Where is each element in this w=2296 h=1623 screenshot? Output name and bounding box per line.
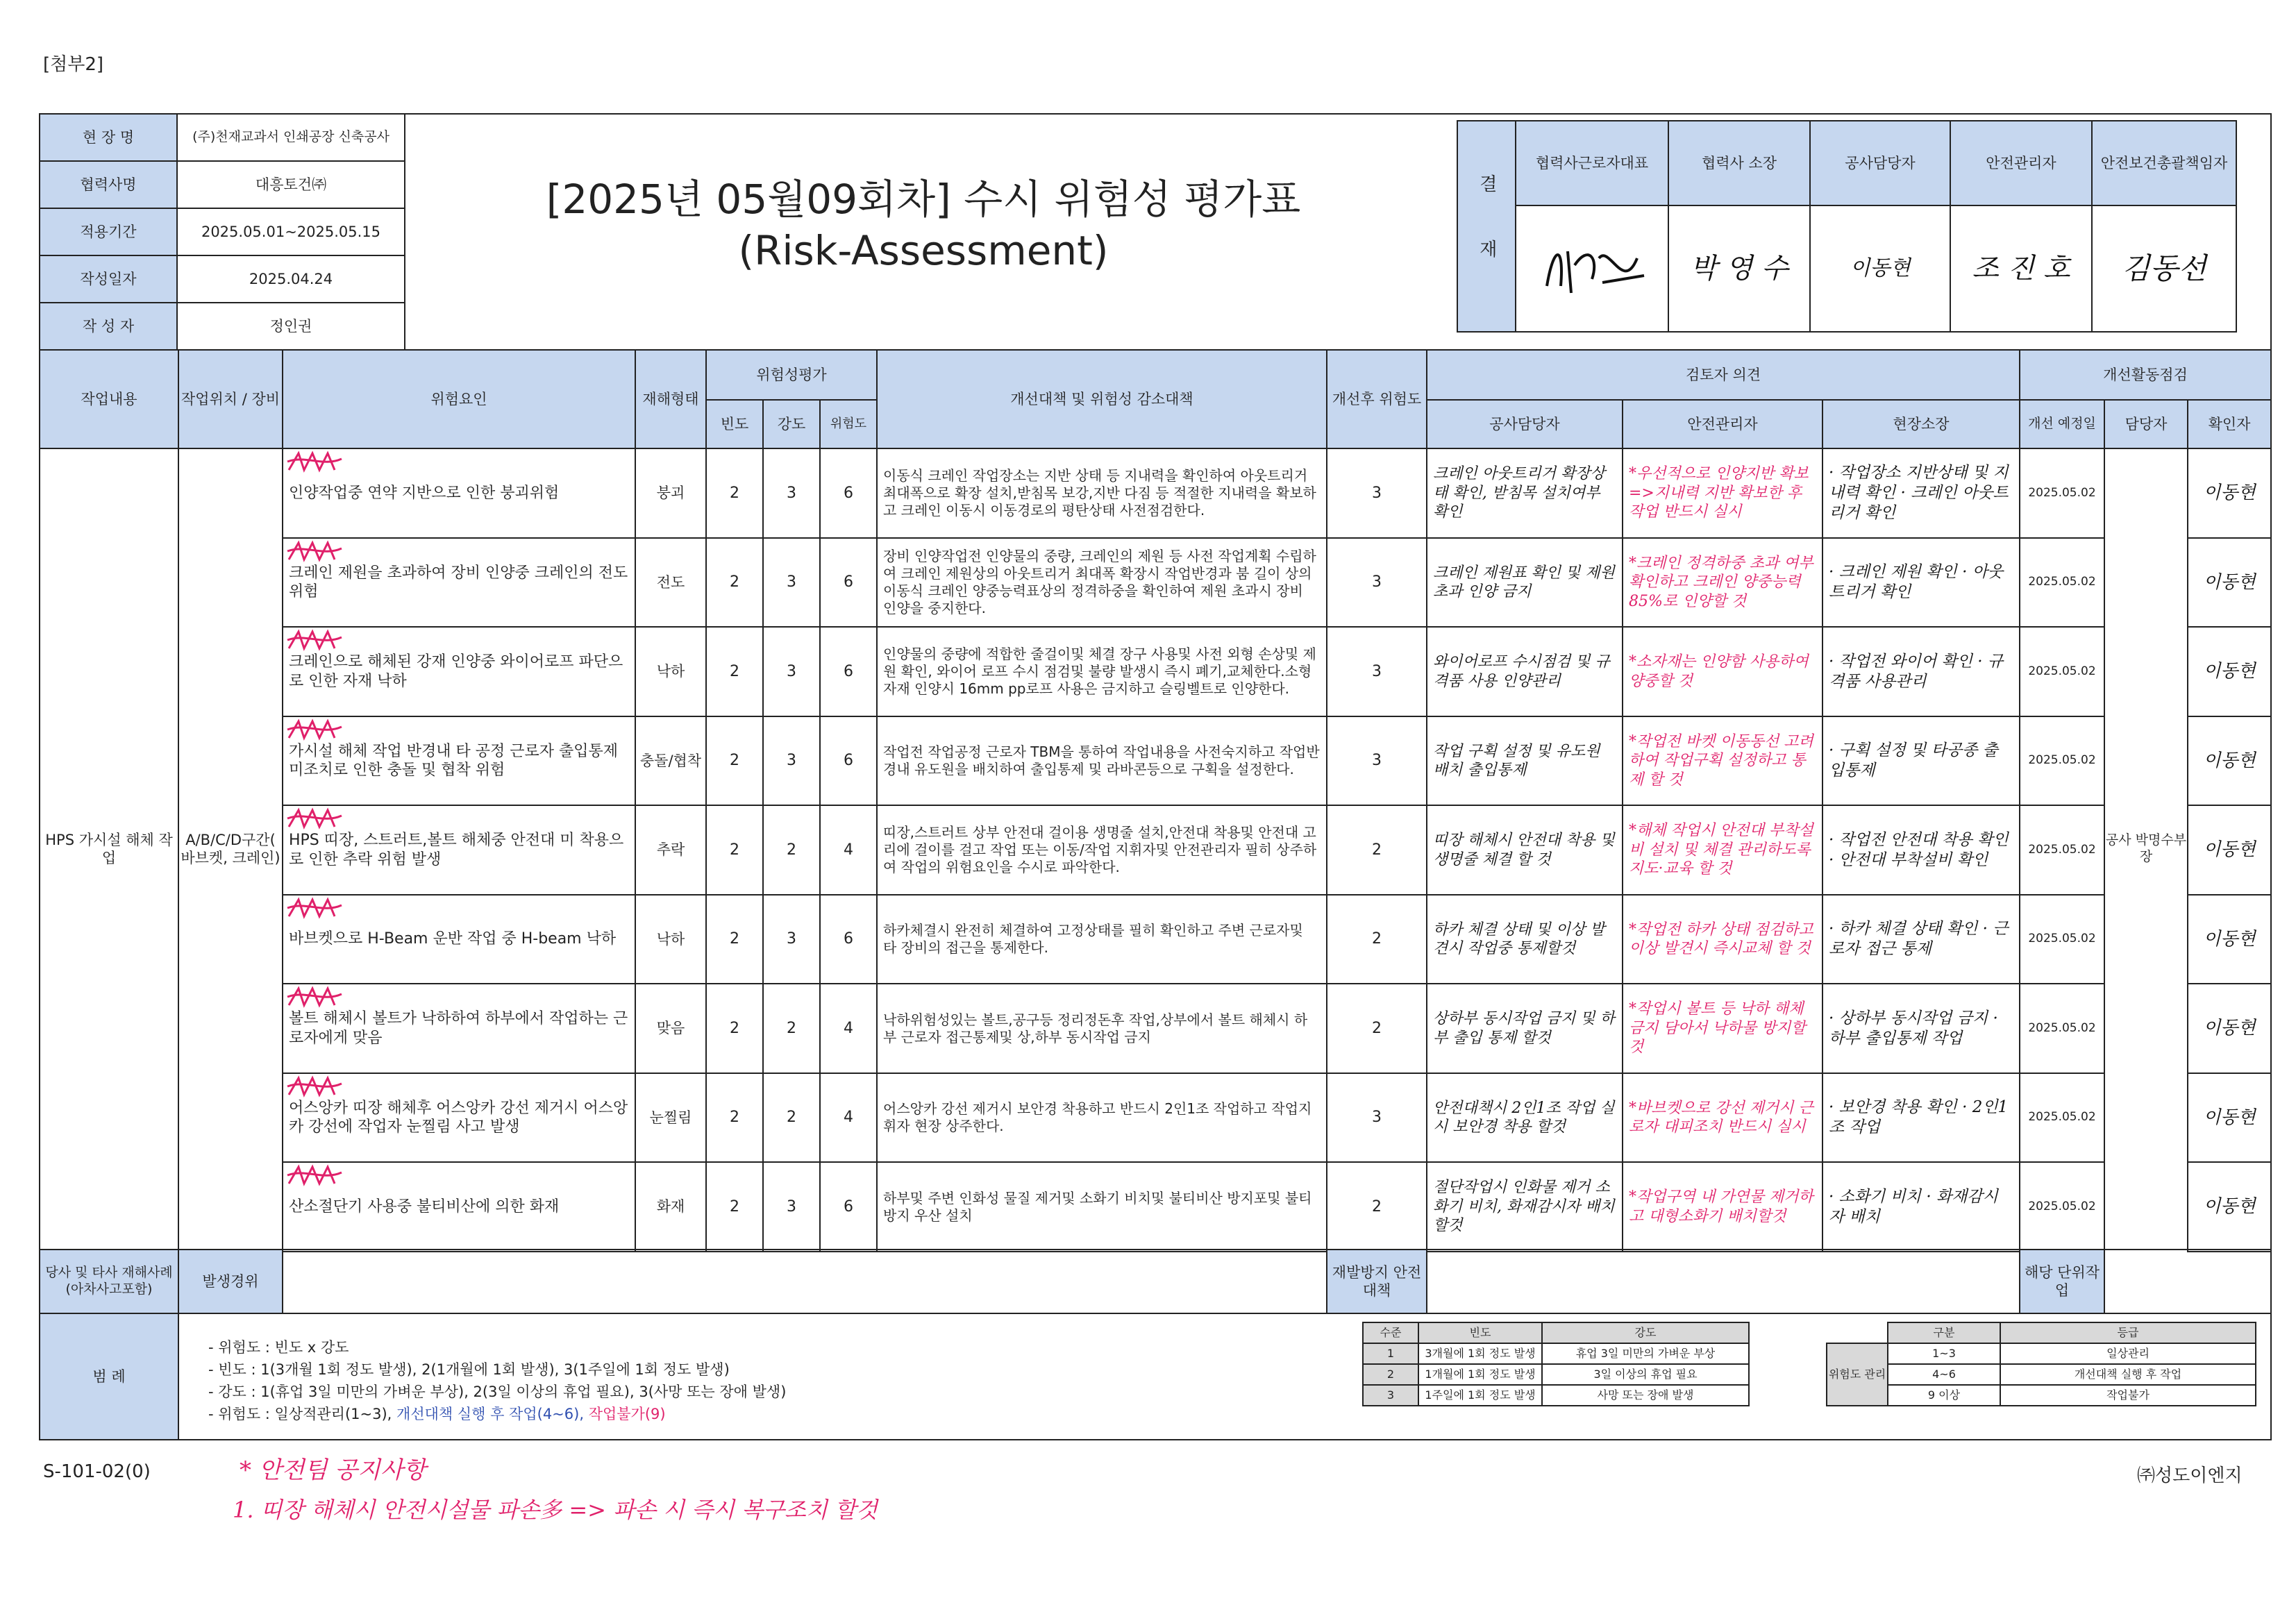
document-title	[403, 174, 1444, 276]
review-site-manager: 작업 구획 설정 및 유도원 배치 출입통제	[1426, 716, 1623, 806]
review-field-chief: · 작업전 안전대 착용 확인 · 안전대 부착설비 확인	[1822, 805, 2020, 895]
legend-risk-side-label: 위험도 관리	[1826, 1343, 1888, 1406]
legend-line-4-blue: 개선대책 실행 후 작업(4~6),	[396, 1406, 589, 1422]
planned-date: 2025.05.02	[2019, 537, 2105, 628]
review-site-manager: 와이어로프 수시점검 및 규격품 사용 인양관리	[1426, 626, 1623, 717]
header-sev: 강도	[762, 399, 821, 449]
confirmer: 이동현	[2187, 716, 2272, 806]
header-after: 개선후 위험도	[1326, 349, 1427, 449]
check-scribble-icon	[285, 1163, 344, 1191]
check-scribble-icon	[285, 984, 344, 1012]
header-review: 검토자 의견	[1426, 349, 2020, 401]
planned-date: 2025.05.02	[2019, 448, 2105, 539]
signature-2: 박 영 수	[1668, 205, 1811, 333]
frequency: 2	[705, 1073, 764, 1163]
signature-5: 김동선	[2091, 205, 2237, 333]
approval-role-4: 안전관리자	[1950, 120, 2093, 206]
approval-role-5: 안전보건총괄책임자	[2091, 120, 2237, 206]
accident-unit-value	[2104, 1249, 2272, 1314]
countermeasure: 낙하위험성있는 볼트,공구등 정리정돈후 작업,상부에서 볼트 해체시 하부 근로자 접근통제및 상,하부 동시작업 금지	[876, 983, 1327, 1074]
form-code: S-101-02(0)	[43, 1461, 151, 1482]
frequency: 2	[705, 537, 764, 628]
review-site-manager: 크레인 아웃트리거 확장상태 확인, 받침목 설치여부 확인	[1426, 448, 1623, 539]
risk-factor: 볼트 해체시 볼트가 낙하하여 하부에서 작업하는 근로자에게 맞음	[282, 983, 636, 1074]
risk-factor: HPS 띠장, 스트러트,볼트 해체중 안전대 미 착용으로 인한 추락 위험 발생	[282, 805, 636, 895]
approval-label: 결 재	[1457, 120, 1516, 333]
legend-freq-cell: 3일 이상의 휴업 필요	[1541, 1363, 1750, 1386]
risk-after: 2	[1326, 805, 1427, 895]
check-scribble-icon	[285, 539, 344, 566]
risk-after: 3	[1326, 716, 1427, 806]
partner-value: 대흥토건㈜	[176, 160, 405, 209]
signature-1	[1515, 205, 1669, 333]
legend-freq-cell: 1개월에 1회 정도 발생	[1418, 1363, 1543, 1386]
risk-after: 2	[1326, 983, 1427, 1074]
legend-freq-cell: 3개월에 1회 정도 발생	[1418, 1343, 1543, 1365]
accident-type: 눈찔림	[635, 1073, 707, 1163]
site-value: (주)천재교과서 인쇄공장 신축공사	[176, 113, 405, 162]
legend-freq-cell: 사망 또는 장애 발생	[1541, 1384, 1750, 1406]
check-scribble-icon	[285, 449, 344, 477]
risk-after: 3	[1326, 626, 1427, 717]
planned-date: 2025.05.02	[2019, 894, 2105, 984]
accident-prevent-label: 재발방지 안전대책	[1326, 1249, 1427, 1314]
header-work: 작업내용	[39, 349, 179, 449]
review-site-manager: 띠장 해체시 안전대 착용 및 생명줄 체결 할 것	[1426, 805, 1623, 895]
date-label: 작성일자	[39, 255, 178, 303]
legend-freq-cell: 2	[1362, 1363, 1419, 1386]
confirmer: 이동현	[2187, 894, 2272, 984]
header-measure: 개선대책 및 위험성 감소대책	[876, 349, 1327, 449]
countermeasure: 작업전 작업공정 근로자 TBM을 통하여 작업내용을 사전숙지하고 작업반경내 유도원을 배치하여 출입통제 및 라바콘등으로 구획을 설정한다.	[876, 716, 1327, 806]
severity: 3	[762, 626, 821, 717]
risk-factor: 크레인으로 해체된 강재 인양중 와이어로프 파단으로 인한 자재 낙하	[282, 626, 636, 717]
legend-freq-header: 수준	[1362, 1322, 1419, 1344]
frequency: 2	[705, 805, 764, 895]
approval-role-1: 협력사근로자대표	[1515, 120, 1669, 206]
legend-risk-cell: 일상관리	[2000, 1343, 2256, 1365]
countermeasure: 이동식 크레인 작업장소는 지반 상태 등 지내력을 확인하여 아웃트리거 최대폭으로 확장 설치,받침목 보강,지반 다짐 등 적절한 지내력을 확보하고 크레인 이동시 이동경로의 평탄상태 사전점검한다.	[876, 448, 1327, 539]
planned-date: 2025.05.02	[2019, 1073, 2105, 1163]
review-safety-manager: *작업구역 내 가연물 제거하고 대형소화기 배치할것	[1622, 1161, 1823, 1252]
legend-risk-cell: 9 이상	[1887, 1384, 2001, 1406]
legend-freq-cell: 3	[1362, 1384, 1419, 1406]
approval-role-2: 협력사 소장	[1668, 120, 1811, 206]
countermeasure: 띠장,스트러트 상부 안전대 걸이용 생명줄 설치,안전대 착용및 안전대 고리에 걸이를 걸고 작업 또는 이동/작업 지휘자및 안전관리자 필히 상주하여 작업의 위험요인을 수시로 파악한다.	[876, 805, 1327, 895]
review-site-manager: 상하부 동시작업 금지 및 하부 출입 통제 할것	[1426, 983, 1623, 1074]
frequency: 2	[705, 716, 764, 806]
title-line-2: (Risk-Assessment)	[738, 227, 1109, 275]
risk-after: 2	[1326, 1161, 1427, 1252]
header-eval: 위험성평가	[705, 349, 878, 401]
review-field-chief: · 구획 설정 및 타공종 출입통제	[1822, 716, 2020, 806]
author-label: 작 성 자	[39, 302, 178, 351]
header-freq: 빈도	[705, 399, 764, 449]
header-owner: 담당자	[2104, 399, 2188, 449]
review-field-chief: · 작업전 와이어 확인 · 규격품 사용관리	[1822, 626, 2020, 717]
header-risk: 위험요인	[282, 349, 636, 449]
accident-type: 충돌/협착	[635, 716, 707, 806]
review-field-chief: · 하카 체결 상태 확인 · 근로자 접근 통제	[1822, 894, 2020, 984]
risk-factor: 가시설 해체 작업 반경내 타 공정 근로자 출입통제 미조치로 인한 충돌 및 협착 위험	[282, 716, 636, 806]
frequency: 2	[705, 626, 764, 717]
header-location: 작업위치 / 장비	[178, 349, 283, 449]
legend-label: 범 례	[39, 1313, 179, 1440]
header-check: 개선활동점검	[2019, 349, 2272, 401]
review-site-manager: 크레인 제원표 확인 및 제원 초과 인양 금지	[1426, 537, 1623, 628]
header-level: 위험도	[819, 399, 878, 449]
confirmer: 이동현	[2187, 983, 2272, 1074]
legend-line-2: - 빈도 : 1(3개월 1회 정도 발생), 2(1개월에 1회 발생), 3(1주일에 1회 정도 발생)	[208, 1361, 730, 1378]
approval-role-3: 공사담당자	[1809, 120, 1951, 206]
frequency: 2	[705, 448, 764, 539]
check-scribble-icon	[285, 1074, 344, 1102]
legend-line-1: - 위험도 : 빈도 x 강도	[208, 1339, 349, 1356]
review-safety-manager: *바브켓으로 강선 제거시 근로자 대피조치 반드시 실시	[1622, 1073, 1823, 1163]
severity: 2	[762, 983, 821, 1074]
countermeasure: 하카체결시 완전히 체결하여 고정상태를 필히 확인하고 주변 근로자및 타 장비의 접근을 통제한다.	[876, 894, 1327, 984]
accident-type: 붕괴	[635, 448, 707, 539]
header-planned: 개선 예정일	[2019, 399, 2105, 449]
legend-risk-header: 구분	[1887, 1322, 2001, 1344]
safety-note-title: * 안전팀 공지사항	[240, 1456, 426, 1484]
legend-freq-cell: 휴업 3일 미만의 가벼운 부상	[1541, 1343, 1750, 1365]
check-scribble-icon	[285, 895, 344, 923]
confirmer: 이동현	[2187, 626, 2272, 717]
signature-4: 조 진 호	[1950, 205, 2093, 333]
review-safety-manager: *소자재는 인양함 사용하여 양중할 것	[1622, 626, 1823, 717]
risk-after: 2	[1326, 894, 1427, 984]
header-reviewer-1: 공사담당자	[1426, 399, 1623, 449]
risk-level: 4	[819, 805, 878, 895]
review-field-chief: · 상하부 동시작업 금지 · 하부 출입통제 작업	[1822, 983, 2020, 1074]
accident-prevent-value	[1426, 1249, 2020, 1314]
risk-level: 6	[819, 716, 878, 806]
review-safety-manager: *작업전 하카 상태 점검하고 이상 발견시 즉시교체 할 것	[1622, 894, 1823, 984]
review-site-manager: 절단작업시 인화물 제거 소화기 비치, 화재감시자 배치 할것	[1426, 1161, 1623, 1252]
owner-value: 공사 박명수부장	[2104, 448, 2188, 1250]
countermeasure: 장비 인양작업전 인양물의 중량, 크레인의 제원 등 사전 작업계획 수립하여 크레인 제원상의 아웃트리거 최대폭 확장시 작업반경과 붐 길이 상의 이동식 크레인 양중능력표상의 정격하중을 확인하여 제원 초과시 장비 인양을 중지한다.	[876, 537, 1327, 628]
partner-label: 협력사명	[39, 160, 178, 209]
review-safety-manager: *우선적으로 인양지반 확보 =>지내력 지반 확보한 후 작업 반드시 실시	[1622, 448, 1823, 539]
legend-freq-cell: 1	[1362, 1343, 1419, 1365]
attachment-label: [첨부2]	[43, 54, 104, 75]
title-line-1: [2025년 05월09회차] 수시 위험성 평가표	[546, 176, 1301, 223]
legend-risk-cell: 1~3	[1887, 1343, 2001, 1365]
accident-type: 맞음	[635, 983, 707, 1074]
check-scribble-icon	[285, 628, 344, 655]
severity: 3	[762, 448, 821, 539]
work-content: HPS 가시설 해체 작업	[39, 448, 179, 1250]
risk-level: 4	[819, 983, 878, 1074]
risk-level: 6	[819, 626, 878, 717]
frequency: 2	[705, 1161, 764, 1252]
risk-level: 4	[819, 1073, 878, 1163]
risk-factor: 인양작업중 연약 지반으로 인한 붕괴위험	[282, 448, 636, 539]
legend-risk-cell: 작업불가	[2000, 1384, 2256, 1406]
planned-date: 2025.05.02	[2019, 805, 2105, 895]
risk-factor: 산소절단기 사용중 불티비산에 의한 화재	[282, 1161, 636, 1252]
severity: 2	[762, 1073, 821, 1163]
legend-line-4-red: 작업불가(9)	[588, 1406, 666, 1422]
signature-3: 이동현	[1809, 205, 1951, 333]
legend-line-4	[208, 1403, 666, 1424]
date-value: 2025.04.24	[176, 255, 405, 303]
legend-risk-cell: 4~6	[1887, 1363, 2001, 1386]
accident-type: 낙하	[635, 626, 707, 717]
risk-after: 3	[1326, 448, 1427, 539]
period-label: 적용기간	[39, 208, 178, 256]
planned-date: 2025.05.02	[2019, 716, 2105, 806]
planned-date: 2025.05.02	[2019, 983, 2105, 1074]
review-field-chief: · 크레인 제원 확인 · 아웃트리거 확인	[1822, 537, 2020, 628]
header-confirm: 확인자	[2187, 399, 2272, 449]
accident-unit-label: 해당 단위작업	[2019, 1249, 2105, 1314]
review-safety-manager: *작업시 볼트 등 낙하 해체금지 담아서 낙하물 방지할것	[1622, 983, 1823, 1074]
accident-history-value	[282, 1249, 1327, 1314]
risk-level: 6	[819, 894, 878, 984]
review-field-chief: · 소화기 비치 · 화재감시자 배치	[1822, 1161, 2020, 1252]
header-reviewer-3: 현장소장	[1822, 399, 2020, 449]
countermeasure: 하부및 주변 인화성 물질 제거및 소화기 비치및 불티비산 방지포및 불티 방지 우산 설치	[876, 1161, 1327, 1252]
review-field-chief: · 보안경 착용 확인 · 2인1조 작업	[1822, 1073, 2020, 1163]
review-site-manager: 안전대책시 2인1조 작업 실시 보안경 착용 할것	[1426, 1073, 1623, 1163]
confirmer: 이동현	[2187, 1073, 2272, 1163]
severity: 2	[762, 805, 821, 895]
accident-history-label: 발생경위	[178, 1249, 283, 1314]
accident-type: 추락	[635, 805, 707, 895]
planned-date: 2025.05.02	[2019, 626, 2105, 717]
frequency: 2	[705, 894, 764, 984]
legend-risk-cell: 개선대책 실행 후 작업	[2000, 1363, 2256, 1386]
review-field-chief: · 작업장소 지반상태 및 지내력 확인 · 크레인 아웃트리거 확인	[1822, 448, 2020, 539]
planned-date: 2025.05.02	[2019, 1161, 2105, 1252]
accident-type: 낙하	[635, 894, 707, 984]
severity: 3	[762, 537, 821, 628]
risk-level: 6	[819, 448, 878, 539]
legend-risk-header: 등급	[2000, 1322, 2256, 1344]
review-safety-manager: *크레인 정격하중 초과 여부 확인하고 크레인 양중능력 85%로 인양할 것	[1622, 537, 1823, 628]
risk-level: 6	[819, 537, 878, 628]
risk-factor: 바브켓으로 H-Beam 운반 작업 중 H-beam 낙하	[282, 894, 636, 984]
safety-note-text: 1. 띠장 해체시 안전시설물 파손多 => 파손 시 즉시 복구조치 할것	[233, 1497, 878, 1523]
frequency: 2	[705, 983, 764, 1074]
confirmer: 이동현	[2187, 537, 2272, 628]
legend-line-3: - 강도 : 1(휴업 3일 미만의 가벼운 부상), 2(3일 이상의 휴업 필요), 3(사망 또는 장애 발생)	[208, 1384, 787, 1400]
confirmer: 이동현	[2187, 448, 2272, 539]
company-name: ㈜성도이엔지	[2137, 1465, 2243, 1486]
review-site-manager: 하카 체결 상태 및 이상 발견시 작업중 통제할것	[1426, 894, 1623, 984]
severity: 3	[762, 1161, 821, 1252]
check-scribble-icon	[285, 806, 344, 834]
review-safety-manager: *해체 작업시 안전대 부착설비 설치 및 체결 관리하도록 지도·교육 할 것	[1622, 805, 1823, 895]
author-value: 정인권	[176, 302, 405, 351]
accident-label: 당사 및 타사 재해사례 (아차사고포함)	[39, 1249, 179, 1314]
severity: 3	[762, 894, 821, 984]
header-reviewer-2: 안전관리자	[1622, 399, 1823, 449]
legend-freq-cell: 1주일에 1회 정도 발생	[1418, 1384, 1543, 1406]
confirmer: 이동현	[2187, 805, 2272, 895]
accident-type: 화재	[635, 1161, 707, 1252]
risk-factor: 크레인 제원을 초과하여 장비 인양중 크레인의 전도위험	[282, 537, 636, 628]
work-location: A/B/C/D구간( 바브켓, 크레인)	[178, 448, 283, 1250]
period-value: 2025.05.01~2025.05.15	[176, 208, 405, 256]
risk-level: 6	[819, 1161, 878, 1252]
severity: 3	[762, 716, 821, 806]
accident-type: 전도	[635, 537, 707, 628]
legend-freq-header: 빈도	[1418, 1322, 1543, 1344]
countermeasure: 어스앙카 강선 제거시 보안경 착용하고 반드시 2인1조 작업하고 작업지휘자 현장 상주한다.	[876, 1073, 1327, 1163]
check-scribble-icon	[285, 717, 344, 745]
confirmer: 이동현	[2187, 1161, 2272, 1252]
risk-factor: 어스앙카 띠장 해체후 어스앙카 강선 제거시 어스앙카 강선에 작업자 눈찔림 사고 발생	[282, 1073, 636, 1163]
review-safety-manager: *작업전 바켓 이동동선 고려하여 작업구획 설정하고 통제 할 것	[1622, 716, 1823, 806]
header-type: 재해형태	[635, 349, 707, 449]
legend-line-4-text: - 위험도 : 일상적관리(1~3),	[208, 1406, 397, 1422]
countermeasure: 인양물의 중량에 적합한 줄걸이및 체결 장구 사용및 사전 외형 손상및 제원 확인, 와이어 로프 수시 점검및 불량 발생시 즉시 폐기,교체한다.소형자재 인양시 16mm pp로프 사용은 금지하고 슬링벨트로 인양한다.	[876, 626, 1327, 717]
signature-scribble-icon	[1533, 230, 1651, 307]
site-label: 현 장 명	[39, 113, 178, 162]
risk-after: 3	[1326, 537, 1427, 628]
legend-freq-header: 강도	[1541, 1322, 1750, 1344]
risk-after: 3	[1326, 1073, 1427, 1163]
